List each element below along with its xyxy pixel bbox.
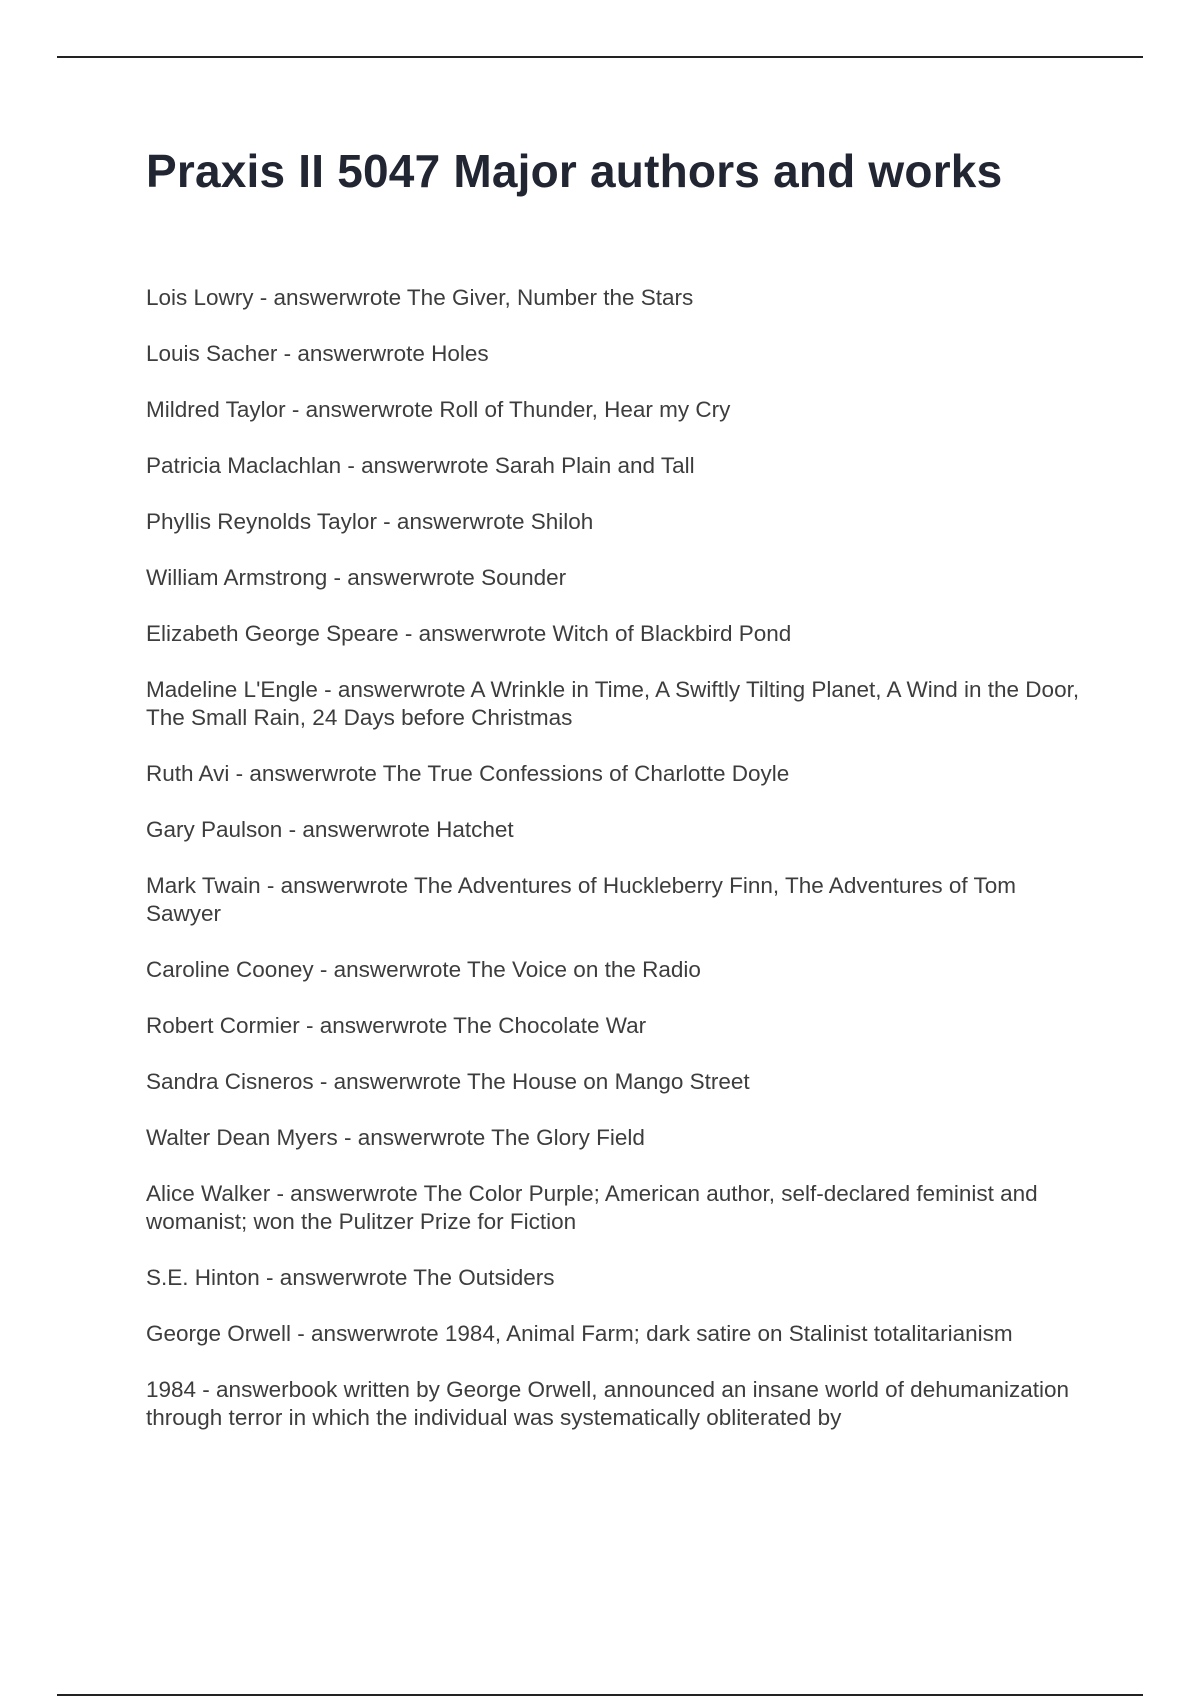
list-item: Phyllis Reynolds Taylor - answerwrote Shiloh [146, 509, 594, 534]
list-item: Madeline L'Engle - answerwrote A Wrinkle in Time, A Swiftly Tilting Planet, A Wind in the Door, The Small Rain, 24 Days before Christmas [146, 677, 1080, 730]
list-item: Elizabeth George Speare - answerwrote Witch of Blackbird Pond [146, 621, 792, 646]
list-item: Gary Paulson - answerwrote Hatchet [146, 817, 514, 842]
list-item: Patricia Maclachlan - answerwrote Sarah Plain and Tall [146, 453, 695, 478]
list-item: Robert Cormier - answerwrote The Chocolate War [146, 1013, 647, 1038]
top-rule [57, 56, 1143, 58]
bottom-rule [57, 1694, 1143, 1696]
list-item: Louis Sacher - answerwrote Holes [146, 341, 489, 366]
list-item: William Armstrong - answerwrote Sounder [146, 565, 567, 590]
list-item: Ruth Avi - answerwrote The True Confessions of Charlotte Doyle [146, 761, 790, 786]
list-item: Alice Walker - answerwrote The Color Purple; American author, self-declared feminist and womanist; won the Pulitzer Prize for Fiction [146, 1181, 1038, 1234]
list-item: Lois Lowry - answerwrote The Giver, Number the Stars [146, 285, 694, 310]
list-item: 1984 - answerbook written by George Orwell, announced an insane world of dehumanization through terror in which the individual was systematically obliterated by [146, 1377, 1070, 1430]
list-item: S.E. Hinton - answerwrote The Outsiders [146, 1265, 555, 1290]
list-item: Sandra Cisneros - answerwrote The House on Mango Street [146, 1069, 750, 1094]
list-item: Walter Dean Myers - answerwrote The Glory Field [146, 1125, 645, 1150]
list-item: Mark Twain - answerwrote The Adventures of Huckleberry Finn, The Adventures of Tom Sawyer [146, 873, 1016, 926]
page-title: Praxis II 5047 Major authors and works [146, 145, 1003, 197]
list-item: Caroline Cooney - answerwrote The Voice on the Radio [146, 957, 701, 982]
list-item: Mildred Taylor - answerwrote Roll of Thunder, Hear my Cry [146, 397, 731, 422]
entry-list [146, 284, 1086, 1460]
list-item: George Orwell - answerwrote 1984, Animal Farm; dark satire on Stalinist totalitarianism [146, 1321, 1013, 1346]
